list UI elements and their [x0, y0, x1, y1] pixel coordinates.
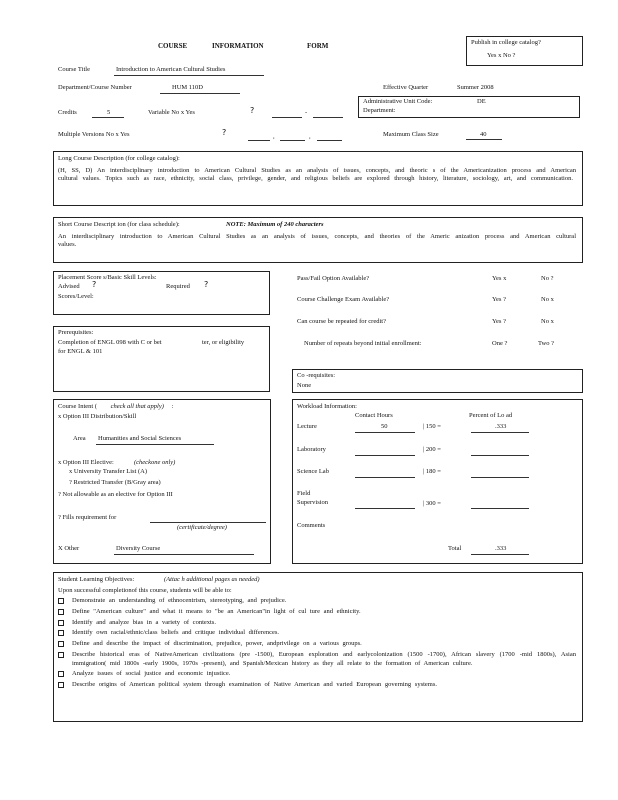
dept-label: Department/Course Number — [58, 84, 132, 91]
intent-other-value[interactable]: Diversity Course — [116, 545, 161, 552]
repeat-yes[interactable]: Yes ? — [492, 318, 506, 325]
slo-item — [58, 670, 576, 678]
slo-item-text: Analyze issues of social justice and economic injustice. — [72, 670, 231, 678]
publish-box — [466, 36, 583, 66]
dept-value[interactable]: HUM 110D — [172, 84, 203, 91]
workload-total-label: Total — [448, 545, 462, 552]
challenge-no[interactable]: No x — [541, 296, 554, 303]
repeat-no[interactable]: No x — [541, 318, 554, 325]
multiple-line-1[interactable] — [248, 140, 270, 141]
intent-other-label[interactable]: X Other — [58, 545, 80, 552]
challenge-label: Course Challenge Exam Available? — [297, 296, 390, 303]
workload-box — [292, 399, 583, 564]
coreq-label: Co -requisites: — [297, 372, 336, 379]
slo-item — [58, 651, 576, 668]
repeats-one[interactable]: One ? — [492, 340, 508, 347]
slo-item-text: Describe historical eras of NativeAmerican civilizations (pre -1500), European exploration and earlycolonization (1500 -1700), African slavery (1700 -mid 1800s), Asian immigration( mid 1800s -early 1900s, 1970s -present), and Spanish/Mexican history as they all relate to the formation of American culture. — [72, 651, 576, 667]
workload-lecture-line — [355, 432, 415, 433]
placement-scores: Scores/Level: — [58, 293, 94, 300]
workload-total-value[interactable]: .333 — [495, 545, 507, 552]
checkbox-icon[interactable] — [58, 620, 64, 626]
effective-label: Effective Quarter — [383, 84, 429, 91]
repeat-label: Can course be repeated for credit? — [297, 318, 386, 325]
variable-min-line[interactable] — [272, 117, 302, 118]
workload-lecture-div: | 150 = — [423, 423, 441, 430]
slo-label: Student Learning Objectives: — [58, 576, 135, 583]
intent-elective-label[interactable]: x Option III Elective: — [58, 459, 114, 466]
multiple-yes-box[interactable]: ? — [222, 128, 227, 137]
slo-item-text: Describe origins of American political system through examination of Native American and varied European governing systems. — [72, 681, 438, 689]
max-class-label: Maximum Class Size — [383, 131, 439, 138]
max-class-value[interactable]: 40 — [480, 131, 487, 138]
repeats-label: Number of repeats beyond initial enrollment: — [304, 340, 422, 347]
prereq-label: Prerequisites: — [58, 329, 94, 336]
workload-sci-line[interactable] — [355, 477, 415, 478]
credits-label: Credits — [58, 109, 77, 116]
slo-item-text: Identify own racial/ethnic/class beliefs and critique individual differences. — [72, 629, 280, 637]
workload-sci-lab: Science Lab — [297, 468, 329, 475]
slo-note: (Attac h additional pages as needed) — [164, 576, 260, 583]
credits-value[interactable]: 5 — [107, 109, 111, 116]
checkbox-icon[interactable] — [58, 641, 64, 647]
form-title-word-2: INFORMATION — [212, 42, 264, 50]
short-description-label: Short Course Descript ion (for class schedule): — [58, 221, 180, 228]
variable-dash: - — [305, 109, 308, 116]
repeats-two[interactable]: Two ? — [538, 340, 554, 347]
credits-line — [92, 117, 124, 118]
admin-unit-box — [358, 96, 580, 118]
intent-area-line — [96, 444, 214, 445]
form-title-word-3: FORM — [307, 42, 329, 50]
workload-supervision: Supervision — [297, 499, 329, 506]
slo-item-text: Define and describe the impact of discrimination, prejudice, power, andprivilege on a various groups. — [72, 640, 362, 648]
max-class-line — [466, 139, 502, 140]
placement-advised: Advised — [58, 283, 80, 290]
prereq-box[interactable] — [53, 326, 270, 392]
intent-area-label: Area — [73, 435, 86, 442]
long-description-box[interactable] — [53, 151, 583, 206]
challenge-yes[interactable]: Yes ? — [492, 296, 506, 303]
checkbox-icon[interactable] — [58, 682, 64, 688]
passfail-yes[interactable]: Yes x — [492, 275, 507, 282]
slo-item-text: Identify and analyze bias in a variety of contexts. — [72, 618, 216, 626]
slo-intro: Upon successful completionof this course, students will be able to: — [58, 587, 232, 594]
slo-item — [58, 629, 576, 637]
intent-cert-note: (certificate/degree) — [177, 524, 227, 531]
workload-lecture-hours[interactable]: 50 — [381, 423, 388, 430]
slo-list — [58, 597, 576, 692]
workload-field-pct-line[interactable] — [471, 508, 529, 509]
intent-fills-line[interactable] — [150, 522, 266, 523]
intent-elective-note: (checkone only) — [134, 459, 176, 466]
multiple-sep-1: , — [273, 133, 275, 140]
checkbox-icon[interactable] — [58, 671, 64, 677]
slo-item — [58, 608, 576, 616]
long-description-text: (H, SS, D) An interdisciplinary introduction to American Cultural Studies as an analysis of issues, concepts, and theoric s of the Americanization process and American cultural values. Topics such as race, ethnicity, social class, privilege, gender, and religious beliefs are explored through history, literature, sociology, art, and communication. — [58, 167, 576, 183]
multiple-label: Multiple Versions No x Yes — [58, 131, 130, 138]
workload-field-line[interactable] — [355, 508, 415, 509]
workload-total-line — [471, 554, 529, 555]
workload-lecture-pct[interactable]: .333 — [495, 423, 507, 430]
coreq-value: None — [297, 382, 312, 389]
multiple-line-2[interactable] — [280, 140, 305, 141]
course-title-line — [114, 75, 264, 76]
workload-label: Workload Information: — [297, 403, 357, 410]
workload-field-div: | 300 = — [423, 500, 441, 507]
publish-options[interactable]: Yes x No ? — [487, 52, 516, 59]
course-title-value[interactable]: Introduction to American Cultural Studies — [116, 66, 226, 73]
intent-label-text: Course Intent ( — [58, 403, 97, 410]
checkbox-icon[interactable] — [58, 652, 64, 658]
workload-contact-hours: Contact Hours — [355, 412, 393, 419]
effective-value[interactable]: Summer 2008 — [457, 84, 494, 91]
intent-label — [58, 403, 173, 410]
workload-sci-pct-line[interactable] — [471, 477, 529, 478]
slo-item — [58, 681, 576, 689]
multiple-sep-2: , — [309, 133, 311, 140]
passfail-no[interactable]: No ? — [541, 275, 554, 282]
slo-item — [58, 619, 576, 627]
slo-item — [58, 640, 576, 648]
placement-label: Placement Score s/Basic Skill Levels: — [58, 274, 157, 281]
checkbox-icon[interactable] — [58, 598, 64, 604]
intent-fills-label[interactable]: ? Fills requirement for — [58, 514, 117, 521]
variable-label: Variable No x Yes — [148, 109, 195, 116]
dept-line — [160, 93, 240, 94]
long-description-label: Long Course Description (for college catalog): — [58, 155, 180, 162]
admin-unit-label: Administrative Unit Code: — [363, 98, 433, 105]
workload-percent-load: Percent of Lo ad — [469, 412, 513, 419]
workload-comments: Comments — [297, 522, 326, 529]
publish-label: Publish in college catalog? — [471, 39, 541, 46]
prereq-line-2: for ENGL & 101 — [58, 348, 103, 355]
short-description-note: NOTE: Maximum of 240 characters — [226, 221, 324, 228]
slo-item-text: Define "American culture" and what it means to "be an American"in light of cul ture and ethnicity. — [72, 607, 361, 615]
placement-box — [53, 271, 270, 315]
workload-lab-line[interactable] — [355, 455, 415, 456]
variable-max-line[interactable] — [313, 117, 343, 118]
intent-opt3-dist[interactable]: x Option III Distribution/Skill — [58, 413, 137, 420]
slo-box[interactable] — [53, 572, 583, 722]
workload-lab-div: | 200 = — [423, 446, 441, 453]
placement-advised-box[interactable]: ? — [92, 280, 97, 289]
multiple-line-3[interactable] — [317, 140, 342, 141]
prereq-line-1a: Completion of ENGL 098 with C or bet — [58, 339, 162, 346]
intent-label-colon: : — [171, 403, 174, 410]
variable-yes-box[interactable]: ? — [250, 106, 255, 115]
intent-other-line — [114, 554, 254, 555]
checkbox-icon[interactable] — [58, 630, 64, 636]
workload-lab: Laboratory — [297, 446, 326, 453]
placement-required: Required — [166, 283, 190, 290]
intent-uni-transfer[interactable]: x University Transfer List (A) — [69, 468, 147, 475]
admin-dept-label: Department: — [363, 107, 396, 114]
short-description-box[interactable] — [53, 217, 583, 263]
intent-not-allowable[interactable]: ? Not allowable as an elective for Option III — [58, 491, 173, 498]
workload-sci-div: | 180 = — [423, 468, 441, 475]
passfail-label: Pass/Fail Option Available? — [297, 275, 370, 282]
short-description-text: An interdisciplinary introduction to American Cultural Studies as an analysis of issues, concepts, and theories of the Americ anization process and American cultural values. — [58, 233, 576, 249]
placement-required-box[interactable]: ? — [204, 280, 209, 289]
intent-label-note: check all that apply) — [110, 403, 164, 410]
workload-field: Field — [297, 490, 311, 497]
coreq-box[interactable] — [292, 369, 583, 393]
course-title-label: Course Title — [58, 66, 90, 73]
workload-lecture-pct-line — [471, 432, 529, 433]
prereq-line-1b: ter, or eligibility — [202, 339, 245, 346]
intent-area-value[interactable]: Humanities and Social Sciences — [98, 435, 182, 442]
workload-lab-pct-line[interactable] — [471, 455, 529, 456]
admin-unit-value[interactable]: DE — [477, 98, 486, 105]
intent-restricted[interactable]: ? Restricted Transfer (B/Gray area) — [69, 479, 161, 486]
slo-item-text: Demonstrate an understanding of ethnocentrism, stereotyping, and prejudice. — [72, 597, 287, 604]
course-intent-box — [53, 399, 271, 564]
checkbox-icon[interactable] — [58, 609, 64, 615]
workload-lecture: Lecture — [297, 423, 317, 430]
form-title-word-1: COURSE — [158, 42, 188, 50]
slo-item — [58, 597, 576, 605]
